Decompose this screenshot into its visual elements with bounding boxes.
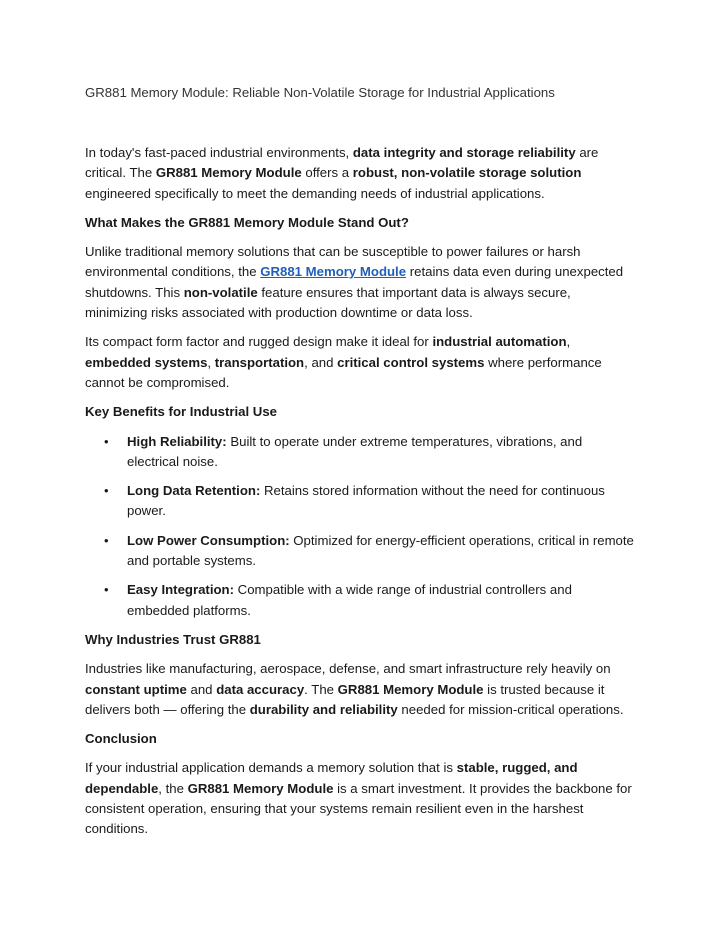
bold-run: GR881 Memory Module (155, 165, 302, 181)
text-run: , and (304, 354, 338, 370)
bullet-icon: • (104, 433, 109, 449)
text-run: is a smart investment. It provides the backbone for consistent operation, ensuring that your systems remain resilient even in the harshest conditions. (85, 780, 632, 837)
bold-run: GR881 Memory Module (187, 780, 334, 796)
list-item (85, 481, 635, 522)
section-heading-stand-out: What Makes the GR881 Memory Module Stand Out? (85, 214, 409, 230)
benefit-label: High Reliability: (127, 433, 227, 449)
text-run: Industries like manufacturing, aerospace, defense, and smart infrastructure rely heavily on (85, 661, 611, 677)
text-run: Its compact form factor and rugged design make it ideal for (85, 334, 433, 350)
benefit-text: Retains stored information without the need for continuous power. (127, 483, 605, 519)
benefit-text: Built to operate under extreme temperatures, vibrations, and electrical noise. (127, 433, 583, 469)
text-run: are critical. The (85, 145, 599, 181)
benefit-text: Optimized for energy-efficient operations, critical in remote and portable systems. (127, 532, 634, 569)
bold-run: transportation (214, 354, 305, 370)
document-title: GR881 Memory Module: Reliable Non-Volatile Storage for Industrial Applications (85, 85, 555, 100)
bullet-icon: • (104, 532, 109, 548)
text-run: Unlike traditional memory solutions that can be susceptible to power failures or harsh environmental conditions, the (85, 244, 581, 280)
text-run: retains data even during unexpected shutdowns. This (85, 264, 624, 300)
benefit-text: Compatible with a wide range of industrial controllers and embedded platforms. (127, 582, 572, 618)
intro-paragraph (85, 143, 635, 204)
bold-run: constant uptime (85, 681, 187, 697)
document-body (85, 143, 635, 849)
bold-run: data integrity and storage reliability (352, 145, 576, 160)
bold-run: durability and reliability (249, 701, 398, 717)
section-heading-benefits: Key Benefits for Industrial Use (85, 404, 277, 420)
bold-run: embedded systems (85, 354, 208, 370)
text-run: , (566, 334, 571, 350)
benefits-list (85, 432, 635, 621)
bullet-icon: • (104, 483, 109, 499)
list-item (85, 432, 635, 473)
text-run: offers a (301, 165, 353, 181)
bold-run: GR881 Memory Module (337, 681, 484, 697)
text-run: If your industrial application demands a memory solution that is (85, 760, 457, 776)
text-run: needed for mission-critical operations. (397, 701, 624, 717)
text-run: , (207, 354, 215, 370)
text-run: In today's fast-paced industrial environments, (85, 145, 353, 160)
benefit-label: Low Power Consumption: (127, 532, 290, 548)
text-run: . The (304, 681, 338, 697)
stand-out-paragraph-2 (85, 332, 635, 393)
trust-paragraph (85, 659, 635, 720)
benefit-label: Easy Integration: (127, 582, 234, 598)
bold-run: industrial automation (432, 334, 567, 350)
bold-run: non-volatile (183, 284, 258, 300)
list-item (85, 580, 635, 621)
gr881-product-link[interactable]: GR881 Memory Module (260, 264, 407, 280)
text-run: and (186, 681, 217, 697)
bold-run: robust, non-volatile storage solution (352, 165, 582, 181)
text-run: feature ensures that important data is always secure, minimizing risks associated with production downtime or data loss. (85, 284, 571, 321)
benefit-label: Long Data Retention: (127, 483, 261, 499)
text-run: , the (158, 780, 188, 796)
list-item (85, 531, 635, 572)
bold-run: data accuracy (216, 681, 305, 697)
section-heading-conclusion: Conclusion (85, 731, 157, 747)
bold-run: critical control systems (337, 354, 485, 370)
bullet-icon: • (104, 582, 109, 598)
text-run: where performance cannot be compromised. (85, 354, 602, 390)
conclusion-paragraph (85, 758, 635, 839)
text-run: is trusted because it delivers both — offering the (85, 681, 605, 717)
text-run: engineered specifically to meet the demanding needs of industrial applications. (85, 185, 545, 201)
section-heading-trust: Why Industries Trust GR881 (85, 631, 261, 647)
stand-out-paragraph-1 (85, 242, 635, 323)
bold-run: stable, rugged, and dependable (85, 760, 578, 796)
